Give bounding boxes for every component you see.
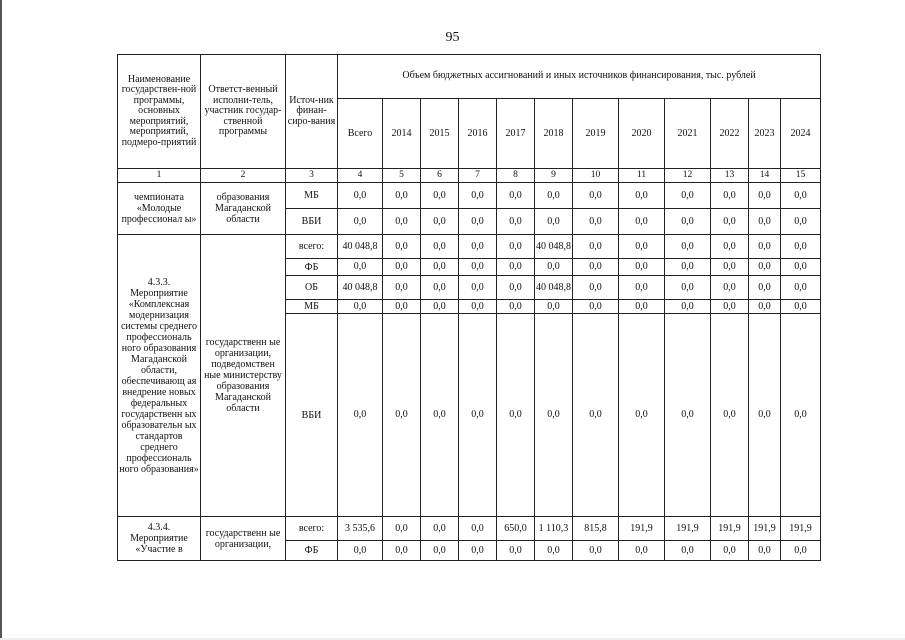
value-cell: 650,0 xyxy=(497,517,535,541)
value-cell: 0,0 xyxy=(665,235,711,259)
value-cell: 0,0 xyxy=(383,235,421,259)
value-cell: 0,0 xyxy=(711,235,749,259)
value-cell: 0,0 xyxy=(421,276,459,300)
value-cell: 0,0 xyxy=(383,259,421,276)
value-cell: 0,0 xyxy=(665,314,711,517)
header-year: 2020 xyxy=(619,99,665,169)
value-cell: 0,0 xyxy=(573,276,619,300)
value-cell: 0,0 xyxy=(421,209,459,235)
header-org: Ответст-венный исполни-тель, участник государ-ственной программы xyxy=(201,55,286,169)
value-cell: 191,9 xyxy=(781,517,821,541)
value-cell: 0,0 xyxy=(711,209,749,235)
value-cell: 0,0 xyxy=(619,541,665,561)
item-name: 4.3.4. Мероприятие «Участие в xyxy=(118,517,201,561)
value-cell: 0,0 xyxy=(459,209,497,235)
value-cell: 191,9 xyxy=(749,517,781,541)
value-cell: 0,0 xyxy=(383,276,421,300)
table-row xyxy=(118,517,821,541)
value-cell: 0,0 xyxy=(665,300,711,314)
index-cell: 8 xyxy=(497,169,535,183)
value-cell: 0,0 xyxy=(665,259,711,276)
source-cell: ФБ xyxy=(286,541,338,561)
header-source: Источ-ник финан-сиро-вания xyxy=(286,55,338,169)
value-cell: 0,0 xyxy=(421,314,459,517)
header-name: Наименование государствен-ной программы, основных мероприятий, мероприятий, подмеро-приятий xyxy=(118,55,201,169)
header-year: 2015 xyxy=(421,99,459,169)
value-cell: 0,0 xyxy=(573,300,619,314)
value-cell: 0,0 xyxy=(749,209,781,235)
header-year: 2023 xyxy=(749,99,781,169)
value-cell: 0,0 xyxy=(619,259,665,276)
value-cell: 0,0 xyxy=(421,541,459,561)
index-cell: 1 xyxy=(118,169,201,183)
value-cell: 0,0 xyxy=(711,541,749,561)
index-cell: 13 xyxy=(711,169,749,183)
value-cell: 0,0 xyxy=(421,259,459,276)
table-body xyxy=(118,183,821,561)
value-cell: 40 048,8 xyxy=(535,276,573,300)
value-cell: 0,0 xyxy=(711,183,749,209)
value-cell: 0,0 xyxy=(383,209,421,235)
value-cell: 0,0 xyxy=(619,209,665,235)
value-cell: 0,0 xyxy=(535,300,573,314)
source-cell: ВБИ xyxy=(286,314,338,517)
value-cell: 0,0 xyxy=(535,183,573,209)
index-cell: 14 xyxy=(749,169,781,183)
value-cell: 1 110,3 xyxy=(535,517,573,541)
value-cell: 0,0 xyxy=(665,276,711,300)
value-cell: 0,0 xyxy=(535,541,573,561)
value-cell: 0,0 xyxy=(711,276,749,300)
value-cell: 815,8 xyxy=(573,517,619,541)
value-cell: 0,0 xyxy=(619,235,665,259)
value-cell: 0,0 xyxy=(749,259,781,276)
value-cell: 0,0 xyxy=(711,300,749,314)
value-cell: 0,0 xyxy=(383,183,421,209)
header-total: Всего xyxy=(338,99,383,169)
source-cell: ФБ xyxy=(286,259,338,276)
index-cell: 2 xyxy=(201,169,286,183)
value-cell: 0,0 xyxy=(497,259,535,276)
value-cell: 0,0 xyxy=(459,259,497,276)
page-number: 95 xyxy=(445,30,460,45)
item-name: 4.3.3. Мероприятие «Комплексная модернизация системы среднего профессиональ ного образования Магаданской области, обеспечивающ ая внедрение новых федеральных государственн ых образовательн ых стандартов среднего профессиональ ного образования» xyxy=(118,235,201,517)
total-cell: 0,0 xyxy=(338,259,383,276)
header-year: 2022 xyxy=(711,99,749,169)
value-cell: 191,9 xyxy=(711,517,749,541)
source-cell: ВБИ xyxy=(286,209,338,235)
value-cell: 0,0 xyxy=(459,517,497,541)
value-cell: 0,0 xyxy=(749,183,781,209)
value-cell: 0,0 xyxy=(749,235,781,259)
value-cell: 0,0 xyxy=(781,259,821,276)
total-cell: 0,0 xyxy=(338,300,383,314)
value-cell: 0,0 xyxy=(383,517,421,541)
item-name: чемпионата «Молодые профессионал ы» xyxy=(118,183,201,235)
value-cell: 0,0 xyxy=(459,314,497,517)
index-cell: 10 xyxy=(573,169,619,183)
total-cell: 40 048,8 xyxy=(338,235,383,259)
value-cell: 0,0 xyxy=(665,209,711,235)
value-cell: 0,0 xyxy=(781,209,821,235)
value-cell: 0,0 xyxy=(781,300,821,314)
value-cell: 0,0 xyxy=(535,314,573,517)
value-cell: 0,0 xyxy=(497,314,535,517)
table-row xyxy=(118,183,821,209)
header-year: 2014 xyxy=(383,99,421,169)
value-cell: 0,0 xyxy=(573,209,619,235)
total-cell: 0,0 xyxy=(338,183,383,209)
source-cell: МБ xyxy=(286,300,338,314)
value-cell: 40 048,8 xyxy=(535,235,573,259)
index-cell: 11 xyxy=(619,169,665,183)
header-year: 2019 xyxy=(573,99,619,169)
value-cell: 0,0 xyxy=(421,183,459,209)
index-row xyxy=(118,169,821,183)
header-year: 2018 xyxy=(535,99,573,169)
value-cell: 0,0 xyxy=(573,183,619,209)
scan-edge xyxy=(0,0,2,640)
index-cell: 7 xyxy=(459,169,497,183)
table-row xyxy=(118,235,821,259)
value-cell: 0,0 xyxy=(781,541,821,561)
value-cell: 0,0 xyxy=(749,314,781,517)
source-cell: ОБ xyxy=(286,276,338,300)
value-cell: 0,0 xyxy=(573,314,619,517)
total-cell: 0,0 xyxy=(338,541,383,561)
value-cell: 0,0 xyxy=(781,314,821,517)
index-cell: 12 xyxy=(665,169,711,183)
value-cell: 0,0 xyxy=(421,517,459,541)
value-cell: 0,0 xyxy=(459,235,497,259)
total-cell: 40 048,8 xyxy=(338,276,383,300)
index-cell: 9 xyxy=(535,169,573,183)
index-cell: 5 xyxy=(383,169,421,183)
value-cell: 0,0 xyxy=(619,276,665,300)
value-cell: 0,0 xyxy=(781,235,821,259)
value-cell: 0,0 xyxy=(383,300,421,314)
item-org: образования Магаданской области xyxy=(201,183,286,235)
total-cell: 0,0 xyxy=(338,314,383,517)
value-cell: 0,0 xyxy=(781,276,821,300)
value-cell: 0,0 xyxy=(619,314,665,517)
source-cell: МБ xyxy=(286,183,338,209)
value-cell: 0,0 xyxy=(665,183,711,209)
total-cell: 3 535,6 xyxy=(338,517,383,541)
value-cell: 0,0 xyxy=(749,276,781,300)
value-cell: 0,0 xyxy=(665,541,711,561)
item-org: государственн ые организации, xyxy=(201,517,286,561)
value-cell: 0,0 xyxy=(573,259,619,276)
index-cell: 15 xyxy=(781,169,821,183)
item-org: государственн ые организации, подведомствен ные министерству образования Магаданской области xyxy=(201,235,286,517)
value-cell: 0,0 xyxy=(459,300,497,314)
value-cell: 0,0 xyxy=(497,235,535,259)
value-cell: 0,0 xyxy=(459,276,497,300)
total-cell: 0,0 xyxy=(338,209,383,235)
value-cell: 0,0 xyxy=(421,235,459,259)
value-cell: 0,0 xyxy=(459,541,497,561)
value-cell: 191,9 xyxy=(665,517,711,541)
header-year: 2016 xyxy=(459,99,497,169)
index-cell: 6 xyxy=(421,169,459,183)
header-year: 2024 xyxy=(781,99,821,169)
value-cell: 0,0 xyxy=(535,259,573,276)
value-cell: 0,0 xyxy=(573,541,619,561)
value-cell: 0,0 xyxy=(497,183,535,209)
source-cell: всего: xyxy=(286,517,338,541)
value-cell: 0,0 xyxy=(497,209,535,235)
header-year: 2021 xyxy=(665,99,711,169)
source-cell: всего: xyxy=(286,235,338,259)
value-cell: 0,0 xyxy=(749,300,781,314)
header-year: 2017 xyxy=(497,99,535,169)
index-cell: 3 xyxy=(286,169,338,183)
value-cell: 0,0 xyxy=(573,235,619,259)
budget-table xyxy=(117,54,821,561)
value-cell: 0,0 xyxy=(535,209,573,235)
value-cell: 0,0 xyxy=(749,541,781,561)
value-cell: 0,0 xyxy=(711,314,749,517)
value-cell: 0,0 xyxy=(421,300,459,314)
value-cell: 0,0 xyxy=(383,314,421,517)
value-cell: 0,0 xyxy=(459,183,497,209)
value-cell: 0,0 xyxy=(711,259,749,276)
value-cell: 0,0 xyxy=(497,300,535,314)
value-cell: 0,0 xyxy=(383,541,421,561)
value-cell: 0,0 xyxy=(497,541,535,561)
index-cell: 4 xyxy=(338,169,383,183)
value-cell: 0,0 xyxy=(781,183,821,209)
value-cell: 191,9 xyxy=(619,517,665,541)
value-cell: 0,0 xyxy=(619,300,665,314)
value-cell: 0,0 xyxy=(619,183,665,209)
value-cell: 0,0 xyxy=(497,276,535,300)
header-volume: Объем бюджетных ассигнований и иных источников финансирования, тыс. рублей xyxy=(338,55,821,99)
